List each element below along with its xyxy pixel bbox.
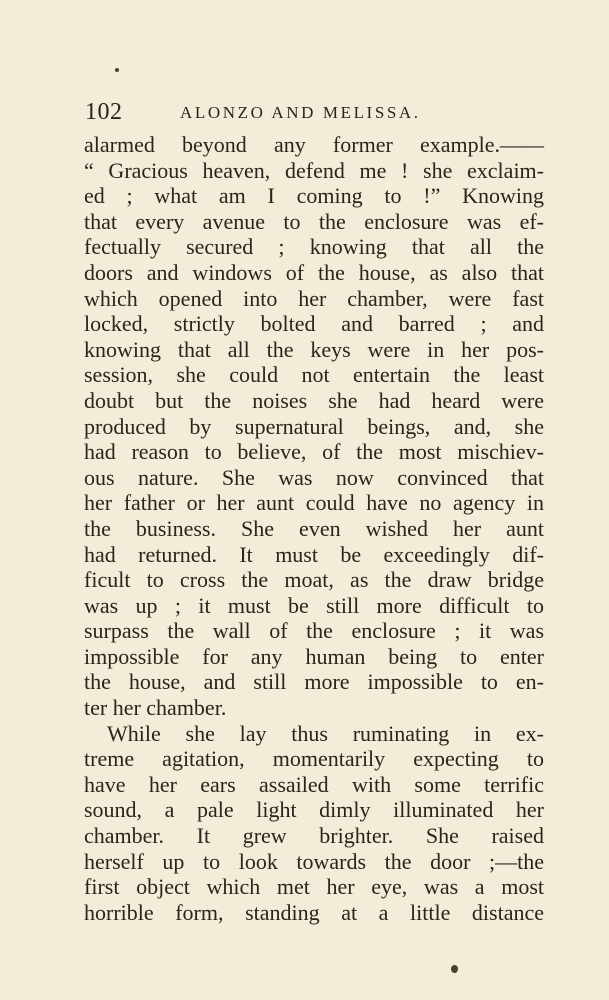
- text-line: surpass the wall of the enclosure ; it was: [84, 618, 544, 644]
- text-line: first object which met her eye, was a most: [84, 874, 544, 900]
- text-line: herself up to look towards the door ;—the: [84, 848, 544, 874]
- ink-speck-top: [115, 68, 119, 72]
- ink-speck-bottom: [451, 965, 458, 973]
- text-line: impossible for any human being to enter: [84, 643, 544, 669]
- page-number: 102: [85, 99, 123, 125]
- text-line: doors and windows of the house, as also that: [84, 259, 544, 285]
- text-line: session, she could not entertain the least: [84, 362, 544, 388]
- text-line: chamber. It grew brighter. She raised: [84, 823, 544, 849]
- text-line: had returned. It must be exceedingly dif-: [84, 541, 544, 567]
- text-line: fectually secured ; knowing that all the: [84, 234, 544, 260]
- paragraph-start-line: While she lay thus ruminating in ex-: [107, 720, 544, 746]
- text-line: knowing that all the keys were in her pos-: [84, 336, 544, 362]
- text-line: had reason to believe, of the most mischiev-: [84, 439, 544, 465]
- text-line: her father or her aunt could have no agency in: [84, 490, 544, 516]
- text-line: that every avenue to the enclosure was ef-: [84, 208, 544, 234]
- text-line: ficult to cross the moat, as the draw bridge: [84, 567, 544, 593]
- running-title: ALONZO AND MELISSA.: [180, 103, 421, 122]
- text-line: “ Gracious heaven, defend me ! she exclaim-: [84, 157, 544, 183]
- text-line: treme agitation, momentarily expecting to: [84, 746, 544, 772]
- text-line: alarmed beyond any former example.——: [84, 132, 544, 157]
- body-text: [84, 132, 544, 925]
- text-line: produced by supernatural beings, and, she: [84, 413, 544, 439]
- text-line: was up ; it must be still more difficult to: [84, 592, 544, 618]
- text-line: which opened into her chamber, were fast: [84, 285, 544, 311]
- text-line: ous nature. She was now convinced that: [84, 464, 544, 490]
- text-line: locked, strictly bolted and barred ; and: [84, 311, 544, 337]
- paragraph-end-line: ter her chamber.: [84, 695, 227, 721]
- text-line: ed ; what am I coming to !” Knowing: [84, 183, 544, 209]
- text-line: the business. She even wished her aunt: [84, 515, 544, 541]
- text-line: horrible form, standing at a little distance: [84, 899, 544, 925]
- running-head: [85, 97, 541, 127]
- text-line: have her ears assailed with some terrific: [84, 771, 544, 797]
- text-line: sound, a pale light dimly illuminated her: [84, 797, 544, 823]
- text-line: the house, and still more impossible to en-: [84, 669, 544, 695]
- text-line: doubt but the noises she had heard were: [84, 387, 544, 413]
